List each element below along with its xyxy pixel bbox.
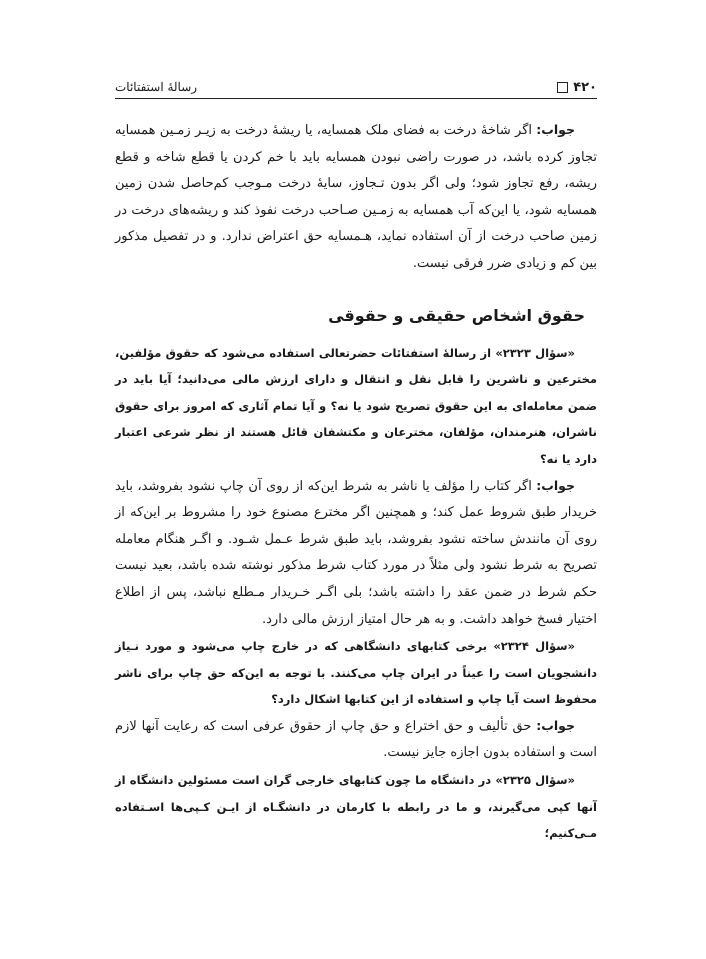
question-2324 xyxy=(115,633,597,713)
answer-label: جواب: xyxy=(536,122,575,137)
question-2325 xyxy=(115,767,597,847)
question-text: در دانشگاه ما چون کتابهای خارجی گران است مسئولین دانشگاه از آنها کپی می‌گیرند، و ما در رابطه با کارمان در دانشگـاه از ایـن کـپی‌ها اسـتفاده مـی‌کنیم؛ xyxy=(115,773,597,841)
document-page xyxy=(115,76,597,847)
question-text: از رسالهٔ استفتائات حضرتعالی استفاده می‌شود که حقوق مؤلفین، مخترعین و ناشرین را قابل نقل و انتقال و دارای ارزش مالی می‌دانید؛ آیا باید در ضمن معامله‌ای به این حقوق تصریح شود یا نه؟ و آیا تمام آثاری که امروز برای حقوق ناشران، هنرمندان، مؤلفان، مخترعان و مکتشفان قائل هستند از نظر شرعی اعتبار دارد یا نه؟ xyxy=(115,345,597,466)
question-number: «سؤال ۲۳۲۴» xyxy=(493,639,575,654)
question-text: برخی کتابهای دانشگاهی که در خارج چاپ می‌شود و مورد نـیاز دانشجویان است را عیناً در ایران چاپ می‌کنند. با توجه به این‌که حق چاپ برای ناشر محفوظ است آیا چاپ و استفاده از این کتابها اشکال دارد؟ xyxy=(115,639,597,707)
running-title: رسالهٔ استفتائات xyxy=(115,80,198,94)
page-number xyxy=(557,80,597,95)
square-bullet-icon xyxy=(557,82,568,93)
section-heading: حقوق اشخاص حقیقی و حقوقی xyxy=(328,305,585,325)
page-body xyxy=(115,117,597,847)
question-number: «سؤال ۲۳۲۵» xyxy=(495,773,575,788)
question-2323 xyxy=(115,340,597,473)
answer-2324 xyxy=(115,713,597,767)
answer-text: حق تألیف و حق اختراع و حق چاپ از حقوق عرفی است که رعایت آنها لازم است و استفاده بدون اجازه جایز نیست. xyxy=(115,718,597,761)
answer-text: اگر کتاب را مؤلف یا ناشر به شرط این‌که از روی آن چاپ نشود بفروشد، باید خریدار طبق شروط عمل کند؛ و همچنین اگر مخترع مصنوع خود را مشروط بر این‌که از روی آن مانندش ساخته نشود بفروشد، باید طبق شرط عـمل شـود. و اگـر هنگام معامله تصریح به شرط نشود ولی مثلاً در مورد کتاب شرط مذکور نوشته شده باشد، بعید نیست حکم شرط در ضمن عقد را داشته باشد؛ بلی اگـر خـریدار مـطلع نباشد، پس از اطلاع اختیار فسخ خواهد داشت. و به هر حال امتیاز ارزش مالی دارد. xyxy=(115,478,597,627)
answer-paragraph-intro xyxy=(115,117,597,278)
answer-label: جواب: xyxy=(536,477,575,493)
answer-label: جواب: xyxy=(536,717,575,733)
question-number: «سؤال ۲۳۲۳» xyxy=(495,345,575,360)
page-number-text: ۴۲۰ xyxy=(573,79,597,95)
answer-text: اگر شاخهٔ درخت به فضای ملک همسایه، یا ریشهٔ درخت به زیـر زمـین همسایه تجاوز کرده باشد، در صورت راضی نبودن همسایه باید با خم کردن یا قطع شاخه و قطع ریشه، رفع تجاوز شود؛ ولی اگر بدون تـجاوز، سایهٔ درخت مـوجب کم‌حاصل شدن زمین همسایه شود، یا این‌که آب همسایه به زمـین صـاحب درخت نفوذ کند و ریشه‌های درخت در زمین صاحب درخت از آن استفاده نماید، هـمسایه حق اعتراض ندارد. و در تفصیل مذکور بین کم و زیادی ضرر فرقی نیست. xyxy=(115,123,597,271)
page-header xyxy=(115,76,597,99)
answer-2323 xyxy=(115,473,597,634)
